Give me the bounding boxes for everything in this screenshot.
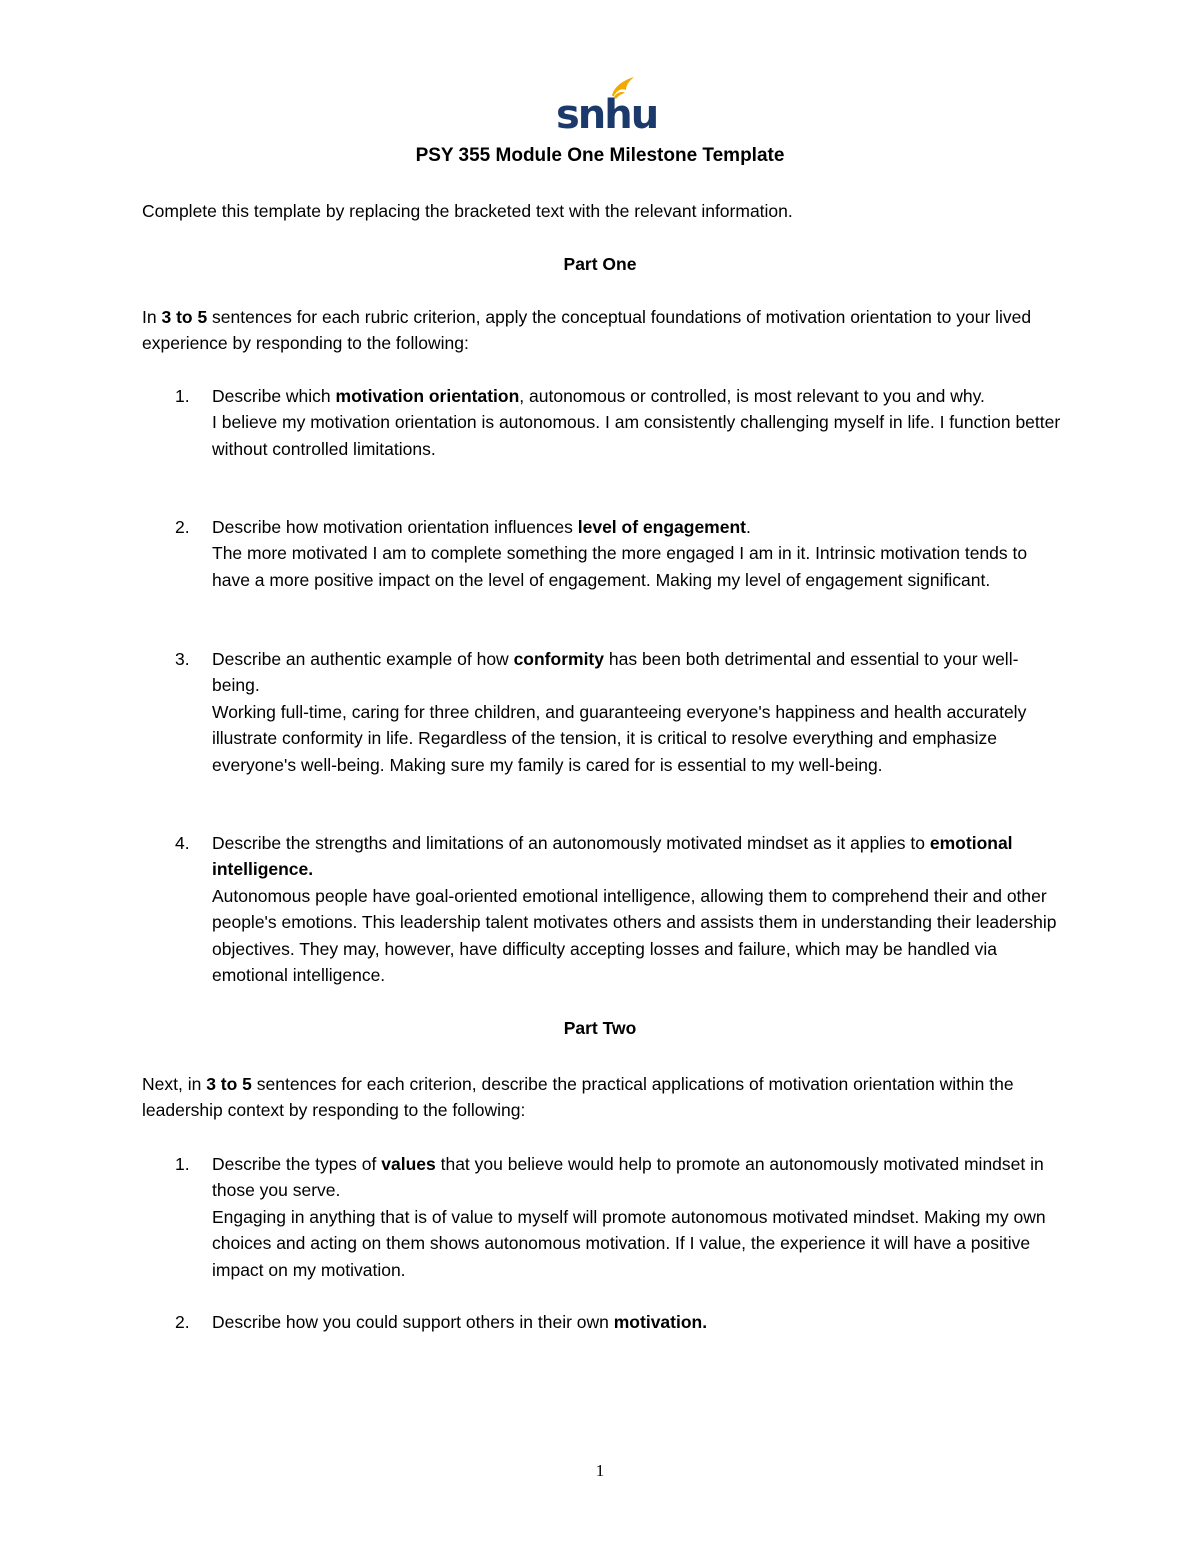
- list-item: [142, 383, 1062, 462]
- answer-text: Engaging in anything that is of value to myself will promote autonomous motivated mindset. Making my own choices and acting on them shows autonomous motivation. If I value, the experience it will have a positive impact on my motivation.: [212, 1206, 1046, 1280]
- question-text: Describe the strengths and limitations of an autonomously motivated mindset as it applies to emotional intelligence.: [212, 833, 1013, 880]
- answer-text: The more motivated I am to complete something the more engaged I am in it. Intrinsic motivation tends to have a more positive impact on the level of engagement. Making my level of engagement significant.: [212, 543, 1028, 590]
- intro-text: sentences for each criterion, describe the practical applications of motivation orientation within the leadership context by responding to the following:: [142, 1074, 1014, 1121]
- part-two-heading: Part Two: [563, 1018, 637, 1038]
- item-number: 2.: [175, 1312, 190, 1332]
- intro-text: Next, in: [142, 1074, 207, 1094]
- question-text: Describe which motivation orientation, autonomous or controlled, is most relevant to you and why.: [212, 386, 985, 406]
- answer-text: Autonomous people have goal-oriented emotional intelligence, allowing them to comprehend their and other people's emotions. This leadership talent motivates others and assists them in understanding their leadership objectives. They may, however, have difficulty accepting losses and failure, which may be handled via emotional intelligence.: [212, 885, 1057, 986]
- answer-text: Working full-time, caring for three children, and guaranteeing everyone's happiness and health accurately illustrate conformity in life. Regardless of the tension, it is critical to resolve everything and emphasize everyone's well-being. Making sure my family is cared for is essential to my well-being.: [212, 701, 1027, 775]
- item-number: 4.: [175, 833, 190, 853]
- list-item: [142, 514, 1062, 593]
- svg-text:snhu: snhu: [556, 92, 658, 138]
- item-number: 1.: [175, 1154, 190, 1174]
- answer-text: I believe my motivation orientation is autonomous. I am consistently challenging myself in life. I function better without controlled limitations.: [212, 412, 1061, 459]
- part-two-intro: [142, 1071, 1062, 1124]
- intro-text: In: [142, 307, 162, 327]
- part-one-intro: [142, 304, 1062, 357]
- item-number: 1.: [175, 386, 190, 406]
- intro-emphasis: 3 to 5: [206, 1074, 252, 1094]
- instruction-text: Complete this template by replacing the bracketed text with the relevant information.: [142, 201, 793, 221]
- list-item: [142, 1151, 1062, 1283]
- question-text: Describe how motivation orientation influences level of engagement.: [212, 517, 751, 537]
- item-number: 3.: [175, 649, 190, 669]
- snhu-logo: [554, 74, 658, 138]
- list-item: [142, 1309, 1062, 1335]
- page-number: 1: [595, 1461, 605, 1480]
- part-one-heading: Part One: [563, 254, 637, 274]
- list-item: [142, 830, 1062, 988]
- question-text: Describe an authentic example of how conformity has been both detrimental and essential to your well-being.: [212, 649, 1019, 696]
- list-item: [142, 646, 1062, 778]
- item-number: 2.: [175, 517, 190, 537]
- question-text: Describe how you could support others in their own motivation.: [212, 1312, 708, 1332]
- intro-emphasis: 3 to 5: [161, 307, 208, 327]
- document-title: PSY 355 Module One Milestone Template: [415, 145, 785, 166]
- intro-text: sentences for each rubric criterion, apply the conceptual foundations of motivation orientation to your lived experience by responding to the following:: [142, 307, 1032, 354]
- question-text: Describe the types of values that you believe would help to promote an autonomously motivated mindset in those you serve.: [212, 1154, 1044, 1201]
